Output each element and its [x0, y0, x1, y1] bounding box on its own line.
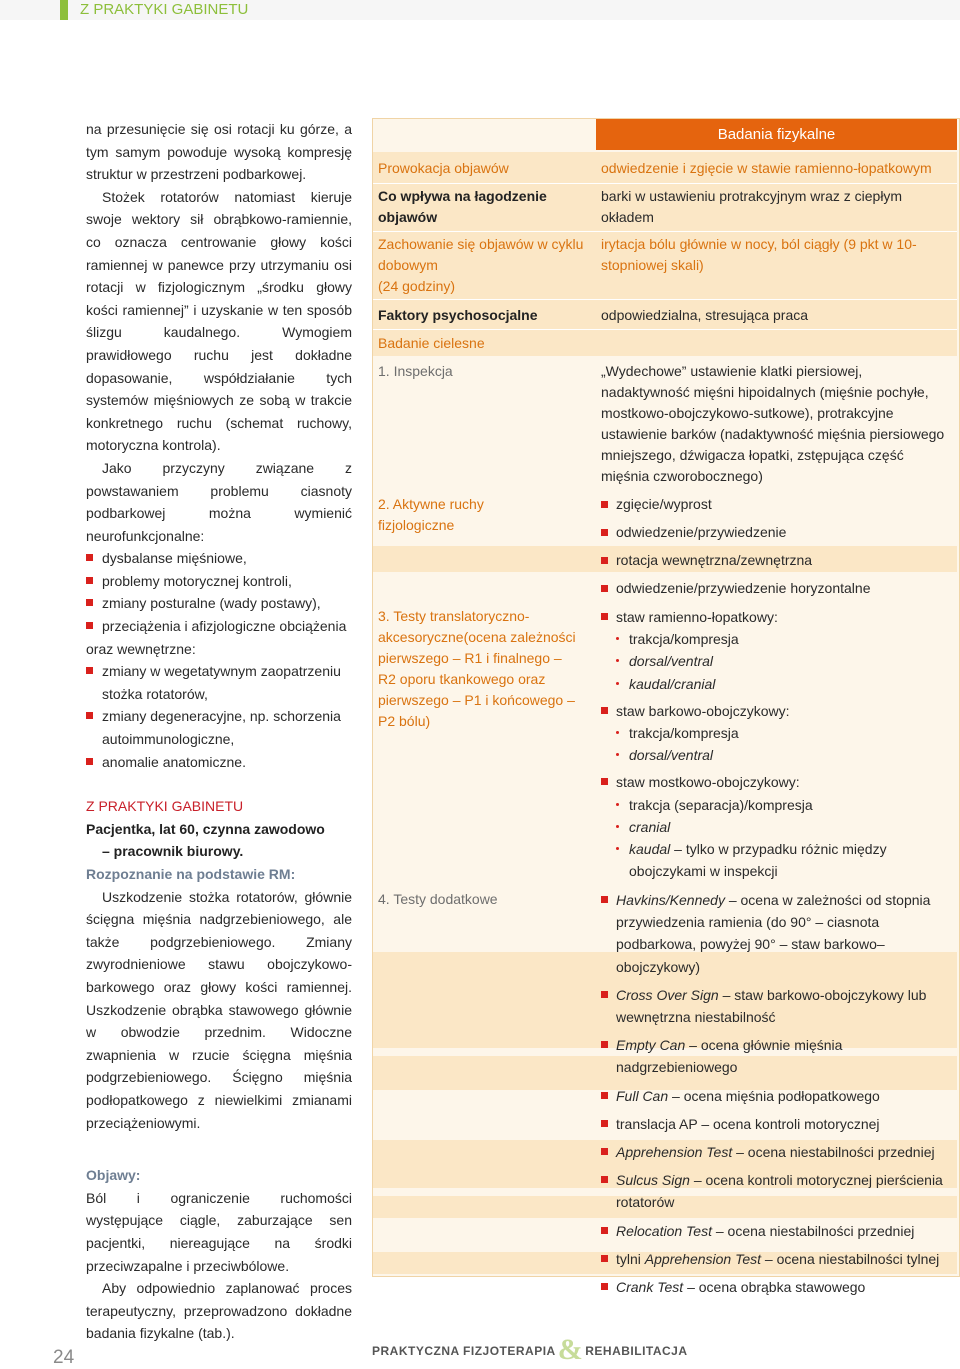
test-item: kaudal/cranial: [601, 673, 953, 695]
row-label-relief: Co wpływa na łagodzenie objawów: [378, 188, 547, 225]
test-item: trakcja/kompresja: [601, 722, 953, 744]
list-item: przeciążenia i afizjologiczne obciążenia: [86, 615, 352, 638]
test-item: [601, 1220, 953, 1242]
test-name: Apprehension Test: [616, 1144, 733, 1161]
table-header: Badania fizykalne: [596, 119, 957, 150]
list-item: zmiany degeneracyjne, np. schorzenia autoimmunologiczne,: [86, 705, 352, 750]
test-item: trakcja (separacja)/kompresja: [601, 794, 953, 816]
row-label-provocation: Prowokacja objawów: [378, 160, 509, 176]
list-item: odwiedzenie/przywiedzenie horyzontalne: [601, 578, 953, 599]
test-name: Crank Test: [616, 1279, 684, 1296]
test-item: dorsal/ventral: [601, 650, 953, 672]
row-value-provocation: odwiedzenie i zgięcie w stawie ramienno-łopatkowym: [601, 160, 932, 176]
joint-label: staw ramienno-łopatkowy:: [601, 606, 953, 628]
test-item: cranial: [601, 816, 953, 838]
row-value-active: [601, 494, 953, 599]
patient-line1: Pacjentka, lat 60, czynna zawodowo: [86, 820, 325, 837]
row-label-translatoric: 3. Testy translatoryczno-akcesoryczne(ocena zależności pierwszego – R1 i finalnego – R2 oporu tkankowego oraz pierwszego – P1 i końcowego – P2 bólu): [378, 608, 576, 729]
list-item: anomalie anatomiczne.: [86, 751, 352, 774]
test-desc: – ocena mięśnia podłopatkowego: [668, 1087, 880, 1104]
test-item: [601, 1169, 953, 1213]
symptoms-title: Objawy:: [86, 1167, 141, 1184]
test-name: Relocation Test: [616, 1222, 712, 1239]
test-name: Empty Can: [616, 1037, 686, 1054]
test-name: Full Can: [616, 1087, 669, 1104]
test-item: dorsal/ventral: [601, 744, 953, 766]
test-name: kaudal: [629, 841, 671, 858]
test-desc: – ocena niestabilności przedniej: [711, 1222, 915, 1239]
paragraph: Stożek rotatorów natomiast kieruje swoje wektory sił obrąbkowo-ramiennie, co oznacza centrowanie głowy kości ramiennej w panewce przy utrzymaniu osi rotacji w fizjologicznym „środku głowy kości ramiennej” i uzyskanie w ten sposób ślizgu kaudalnego. Wymogiem prawidłowego ruchu jest dokładne dopasowanie, współdziałanie tych systemów mięśniowych ze sobą w trakcie konkretnego ruchu (schemat ruchowy, motoryczna kontrola).: [86, 188, 352, 454]
test-desc: – ocena obrąbka stawowego: [683, 1279, 866, 1296]
diagnosis-text: Uszkodzenie stożka rotatorów, głównie ścięgna mięśnia nadgrzebieniowego, ale także podgrzebieniowego. Zmiany zwyrodnieniowe stawu obojczykowo-barkowego oraz głowy kości ramiennej. Uszkodzenie obrąbka stawowego głównie w obwodzie przednim. Widoczne zwapnienia w rzucie ścięgna mięśnia podgrzebieniowego. Ścięgno mięśnia podłopatkowego z niewielkimi zmianami przeciążeniowymi.: [86, 888, 352, 1131]
journal-footer: [372, 1333, 688, 1366]
row-divider: [373, 183, 957, 184]
list-item: dysbalanse mięśniowe,: [86, 547, 352, 570]
row-label-inspection: 1. Inspekcja: [378, 363, 453, 379]
test-name: Havkins/Kennedy: [616, 892, 725, 908]
joint-label: staw barkowo-obojczykowy:: [601, 700, 953, 722]
patient-line2: – pracownik biurowy.: [102, 843, 244, 860]
test-item: [601, 1276, 953, 1298]
test-item: [601, 1034, 953, 1078]
list-item: odwiedzenie/przywiedzenie: [601, 522, 953, 543]
row-value-relief: barki w ustawieniu protrakcyjnym wraz z ciepłym okładem: [601, 188, 903, 225]
paragraph: oraz wewnętrzne:: [86, 640, 196, 657]
list-item: rotacja wewnętrzna/zewnętrzna: [601, 550, 953, 571]
test-name: Cross Over Sign: [616, 986, 719, 1003]
paragraph: na przesunięcie się osi rotacji ku górze, a tym samym powoduje wysoką kompresję struktur w przestrzeni podbarkowej.: [86, 121, 352, 183]
list-item: zgięcie/wyprost: [601, 494, 953, 515]
cause-list-neuro: [86, 547, 352, 637]
row-divider: [373, 231, 957, 232]
top-accent: [60, 0, 68, 20]
row-value-inspection: „Wydechowe” ustawienie klatki piersiowej, nadaktywność mięśni hipoidalnych (mięśnie pochyłe, mostkowo-obojczykowo-sutkowe), protrakcyjne ustawienie barków (nadaktywność mięśnia piersiowego mniejszego, dźwigacza łopatki, zstępująca część mięśnia czworobocznego): [601, 363, 945, 484]
row-label-additional: 4. Testy dodatkowe: [378, 891, 498, 907]
paragraph: Jako przyczyny związane z powstawaniem problemu ciasnoty podbarkowej można wymienić neurofunkcjonalne:: [86, 459, 352, 544]
test-item: [601, 1085, 953, 1107]
test-item: [601, 984, 953, 1028]
case-title: Z PRAKTYKI GABINETU: [86, 798, 244, 815]
list-item: problemy motorycznej kontroli,: [86, 570, 352, 593]
test-desc: – staw barkowo-obojczykowy lub wewnętrzna niestabilność: [616, 986, 927, 1026]
row-value-translatoric: [601, 606, 953, 882]
test-item: [601, 889, 953, 978]
row-value-daily: irytacja bólu głównie w nocy, ból ciągły (9 pkt w 10-stopniowej skali): [601, 236, 917, 273]
test-desc: – ocena niestabilności przedniej: [732, 1144, 935, 1161]
page-number: 24: [53, 1347, 75, 1368]
test-desc: – ocena w zależności od stopnia przywiedzenia ramienia (do 90° – ciasnota podbarkowa, powyżej 90° – staw barkowo–obojczykowy): [616, 892, 931, 975]
cause-list-internal: [86, 660, 352, 773]
journal-name-b: REHABILITACJA: [585, 1344, 688, 1358]
row-divider: [373, 299, 957, 300]
row-label-active: 2. Aktywne ruchy fizjologiczne: [378, 496, 484, 533]
diagnosis-title: Rozpoznanie na podstawie RM:: [86, 866, 296, 882]
test-desc: – tylko w przypadku różnic między obojczykami w inspekcji: [629, 841, 887, 880]
section-label: Z PRAKTYKI GABINETU: [80, 1, 249, 18]
test-item: translacja AP – ocena kontroli motorycznej: [601, 1113, 953, 1135]
test-desc: – ocena niestabilności tylnej: [761, 1250, 940, 1267]
test-item: [601, 838, 953, 882]
symptoms-text: Ból i ograniczenie ruchomości występujące ciągle, zaburzające sen pacjentki, niereagujące na środki przeciwzapalne i przeciwbólowe.: [86, 1189, 352, 1274]
test-item: [601, 1248, 953, 1270]
test-name: Apprehension Test: [644, 1250, 762, 1267]
row-value-psychosocial: odpowiedzialna, stresująca praca: [601, 307, 809, 323]
daily-label-2: (24 godziny): [378, 278, 456, 294]
daily-label: Zachowanie się objawów w cyklu dobowym: [378, 236, 584, 273]
journal-name-a: PRAKTYCZNA FIZJOTERAPIA: [372, 1344, 556, 1358]
row-label-psychosocial: Faktory psychosocjalne: [378, 307, 538, 323]
row-label-body-exam: Badanie cielesne: [378, 335, 485, 351]
test-item: [601, 1141, 953, 1163]
test-desc: – ocena kontroli motorycznej pierścienia rotatorów: [616, 1172, 943, 1211]
list-item: zmiany w wegetatywnym zaopatrzeniu stożka rotatorów,: [86, 660, 352, 705]
test-name: Sulcus Sign: [616, 1172, 690, 1189]
test-prefix: tylni: [616, 1250, 645, 1267]
joint-label: staw mostkowo-obojczykowy:: [601, 771, 953, 793]
paragraph: Aby odpowiednio zaplanować proces terapeutyczny, przeprowadzono dokładne badania fizykalne (tab.).: [86, 1280, 352, 1342]
row-value-additional: [601, 889, 953, 1298]
left-column: [86, 118, 352, 1345]
ampersand: &: [557, 1333, 584, 1366]
case-patient: [86, 818, 352, 863]
list-item: zmiany posturalne (wady postawy),: [86, 592, 352, 615]
test-desc: – ocena głównie mięśnia nadgrzebieniowego: [616, 1037, 843, 1076]
test-item: trakcja/kompresja: [601, 628, 953, 650]
row-divider: [373, 329, 957, 330]
row-label-daily: [378, 234, 588, 297]
